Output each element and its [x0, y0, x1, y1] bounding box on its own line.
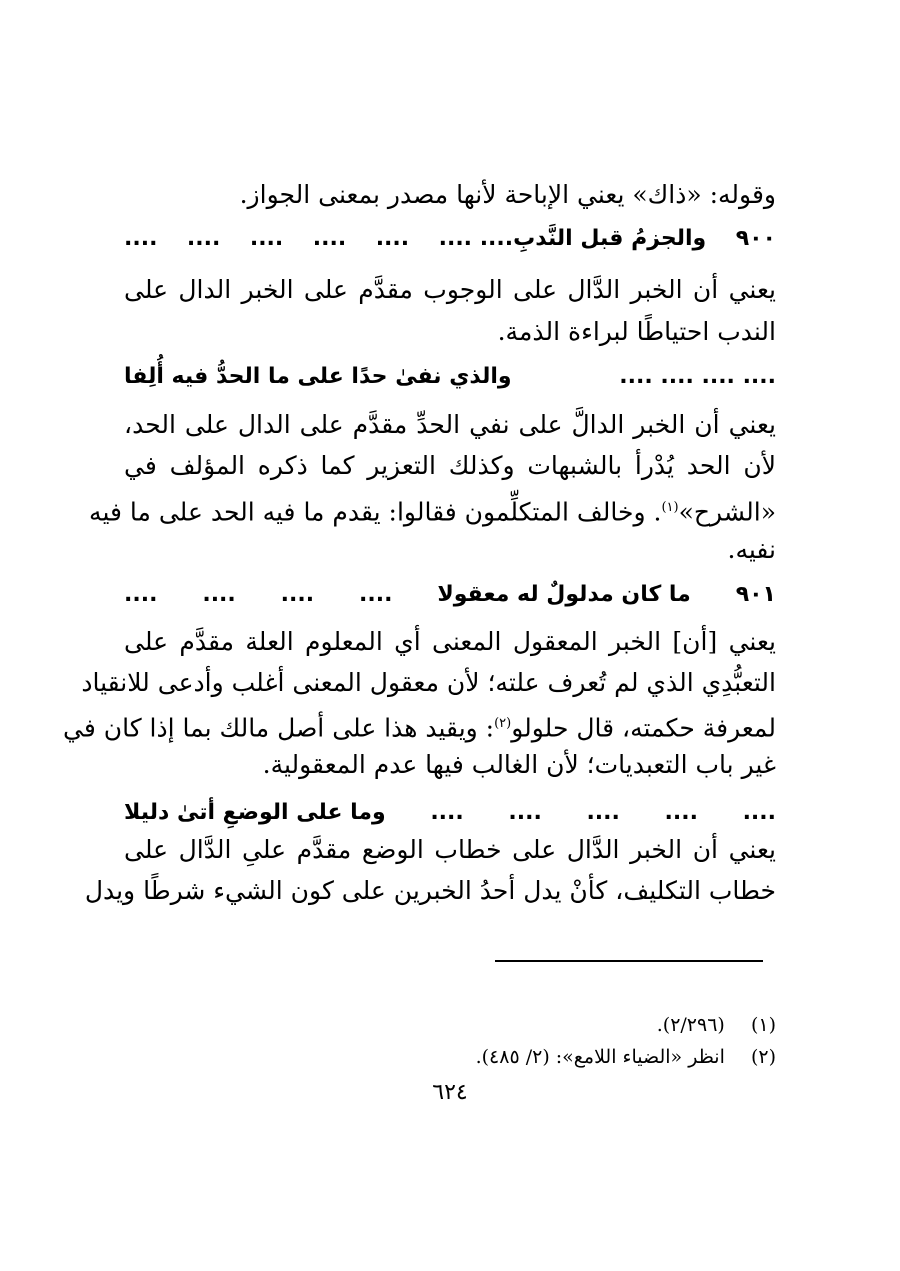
- footnote-text: انظر «الضياء اللامع»: (٢/ ٤٨٥).: [475, 1046, 725, 1068]
- verse-dots: ....: [249, 225, 284, 251]
- verse-901: [124, 574, 776, 614]
- verse-dots: ....: [280, 581, 315, 607]
- page-number: ٦٢٤: [432, 1080, 468, 1105]
- text-line: غير باب التعبديات؛ لأن الغالب فيها عدم المعقولية.: [262, 750, 776, 779]
- text-line: لأن الحد يُدْرأ بالشبهات وكذلك التعزير كما ذكره المؤلف في: [124, 451, 776, 480]
- text-span: «الشرح»: [678, 497, 776, 527]
- footnote-ref: (١): [661, 500, 679, 515]
- verse-line: [124, 792, 776, 832]
- text-span: : ويقيد هذا على أصل مالك بما إذا كان في: [63, 713, 495, 743]
- verse-dots: ....: [430, 799, 464, 825]
- text-line: الندب احتياطًا لبراءة الذمة.: [497, 317, 776, 346]
- verse-number: ٩٠١: [735, 581, 776, 607]
- text-line: خطاب التكليف، كأنْ يدل أحدُ الخبرين على كون الشيء شرطًا ويدل: [84, 876, 776, 905]
- verse-dots: ....: [664, 799, 698, 825]
- verse-line: [124, 356, 776, 396]
- text-line: يعني أن الخبر الدَّال على الوجوب مقدَّم على الخبر الدال على: [124, 275, 776, 304]
- verse-number: ٩٠٠: [735, 225, 776, 251]
- text-span: . وخالف المتكلِّمون فقالوا: يقدم ما فيه الحد على ما فيه: [89, 497, 662, 527]
- verse-dots: .... .... .... ....: [619, 363, 776, 389]
- text-line: [63, 704, 776, 748]
- footnote: [124, 1010, 776, 1040]
- verse-text: ما كان مدلولٌ له معقولا: [437, 581, 691, 607]
- verse-dots: ....: [375, 225, 410, 251]
- text-line: وقوله: «ذاك» يعني الإباحة لأنها مصدر بمعنى الجواز.: [239, 180, 776, 209]
- verse-dots: ....: [186, 225, 221, 251]
- text-line: [89, 488, 776, 532]
- text-line: التعبُّدِي الذي لم تُعرف علته؛ لأن معقول المعنى أغلب وأدعى للانقياد: [81, 668, 776, 697]
- verse-dots: ....: [508, 799, 542, 825]
- verse-dots: ....: [124, 581, 158, 607]
- text-line: نفيه.: [727, 535, 776, 564]
- text-line: يعني أن الخبر الدالَّ على نفي الحدِّ مقدَّم على الدال على الحد،: [124, 410, 776, 439]
- verse-dots: ....: [586, 799, 620, 825]
- footnote-number: (٢): [750, 1046, 776, 1068]
- text-span: لمعرفة حكمته، قال حلولو: [511, 713, 776, 743]
- verse-dots: ....: [742, 799, 776, 825]
- verse-text: وما على الوضعِ أتىٰ دليلا: [124, 799, 386, 825]
- verse-text: والذي نفىٰ حدًا على ما الحدُّ فيه أُلِفا: [124, 363, 512, 389]
- footnote-text: (٢/٢٩٦).: [656, 1014, 725, 1036]
- footnote: [124, 1042, 776, 1072]
- text-line: يعني أن الخبر الدَّال على خطاب الوضع مقدَّم علىِ الدَّال على: [124, 835, 776, 864]
- text-line: يعني [أن] الخبر المعقول المعنى أي المعلوم العلة مقدَّم على: [124, 627, 776, 656]
- verse-dots: ....: [124, 225, 158, 251]
- footnote-ref: (٢): [494, 716, 512, 731]
- footnote-separator: [495, 960, 763, 962]
- footnote-number: (١): [750, 1014, 776, 1036]
- verse-900: [124, 218, 776, 258]
- verse-text: والجزمُ قبل النَّدبِ.... ....: [438, 225, 707, 251]
- verse-dots: ....: [312, 225, 347, 251]
- verse-dots: ....: [359, 581, 393, 607]
- verse-dots: ....: [202, 581, 236, 607]
